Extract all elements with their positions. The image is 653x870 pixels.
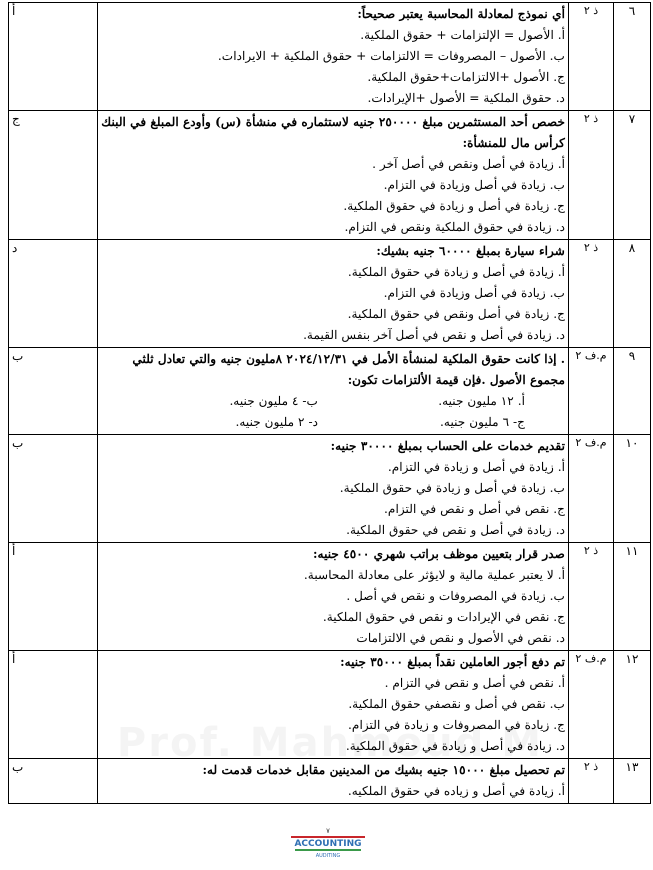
question-body — [98, 3, 569, 111]
question-level: م.ف ٢ — [569, 651, 614, 759]
question-level: ذ ٢ — [569, 759, 614, 804]
logo-mark: ٧ — [326, 827, 330, 835]
question-body — [98, 240, 569, 348]
answer-option: أ. لا يعتبر عملية مالية و لايؤثر على معادلة المحاسبة. — [303, 568, 565, 582]
answer-option: أ. الأصول = الإلتزامات + حقوق الملكية. — [360, 28, 565, 42]
correct-answer: ب — [9, 348, 98, 435]
question-row — [9, 543, 651, 651]
question-level: م.ف ٢ — [569, 435, 614, 543]
question-level: ذ ٢ — [569, 543, 614, 651]
question-level: ذ ٢ — [569, 3, 614, 111]
correct-answer: د — [9, 240, 98, 348]
question-body — [98, 543, 569, 651]
answer-option: د. حقوق الملكية = الأصول +الإيرادات. — [367, 91, 565, 105]
correct-answer: ب — [9, 435, 98, 543]
question-number: ٨ — [614, 240, 651, 348]
answer-option: ب. زيادة في أصل و زيادة في حقوق الملكية. — [339, 481, 565, 495]
answer-options-grid — [101, 391, 565, 433]
answer-option: ج. زيادة في أصل و زيادة في حقوق الملكية. — [343, 199, 565, 213]
correct-answer: ب — [9, 759, 98, 804]
answer-option: أ. زيادة في أصل و زيادة في التزام. — [387, 460, 565, 474]
answer-option: ب. زيادة في أصل وزيادة في التزام. — [383, 178, 565, 192]
answer-option: ب- ٤ مليون جنيه. — [229, 394, 318, 408]
answer-option: ج. الأصول +الالتزامات+حقوق الملكية. — [367, 70, 565, 84]
question-number: ١٠ — [614, 435, 651, 543]
answer-option: أ. زيادة في أصل و زيادة في حقوق الملكية. — [347, 265, 565, 279]
correct-answer: ج — [9, 111, 98, 240]
answer-option: د. نقص في الأصول و نقص في الالتزامات — [356, 631, 565, 645]
question-body — [98, 651, 569, 759]
answer-option: ج. زيادة في أصل ونقص في حقوق الملكية. — [347, 307, 565, 321]
answer-option: ب. زيادة في المصروفات و نقص في أصل . — [346, 589, 565, 603]
correct-answer: أ — [9, 543, 98, 651]
question-number: ١١ — [614, 543, 651, 651]
logo-subtext: AUDITING — [315, 853, 341, 859]
answer-option: د. زيادة في حقوق الملكية ونقص في التزام. — [344, 220, 565, 234]
question-number: ٩ — [614, 348, 651, 435]
question-body — [98, 111, 569, 240]
question-number: ١٣ — [614, 759, 651, 804]
answer-option: د. زيادة في أصل و نقص في أصل آخر بنفس القيمة. — [303, 328, 565, 342]
answer-option: ب. زيادة في أصل وزيادة في التزام. — [383, 286, 565, 300]
question-row — [9, 3, 651, 111]
answer-option: أ. نقص في أصل و نقص في التزام . — [384, 676, 565, 690]
question-row — [9, 435, 651, 543]
question-number: ٦ — [614, 3, 651, 111]
answer-option: أ. زيادة في أصل ونقص في أصل آخر . — [372, 157, 565, 171]
correct-answer: أ — [9, 3, 98, 111]
question-number: ١٢ — [614, 651, 651, 759]
accounting-logo — [287, 826, 369, 862]
question-text: خصص أحد المستثمرين مبلغ ٢٥٠٠٠٠ جنيه لاستثماره في منشأة (س) وأودع المبلغ في البنك كرأس مال للمنشأة: — [101, 115, 565, 150]
correct-answer: أ — [9, 651, 98, 759]
logo-bar-green — [295, 849, 361, 851]
question-body — [98, 759, 569, 804]
question-number: ٧ — [614, 111, 651, 240]
question-row — [9, 240, 651, 348]
answer-option: ج. زيادة في المصروفات و زيادة في التزام. — [348, 718, 565, 732]
question-text: تم تحصيل مبلغ ١٥٠٠٠ جنيه بشيك من المدينين مقابل خدمات قدمت له: — [202, 763, 565, 777]
answer-option: ج. نقص في الإيرادات و نقص في حقوق الملكية. — [322, 610, 565, 624]
question-text: صدر قرار بتعيين موظف براتب شهري ٤٥٠٠ جنيه: — [313, 547, 565, 561]
question-level: ذ ٢ — [569, 240, 614, 348]
answer-option: ب. الأصول – المصروفات = الالتزامات + حقوق الملكية + الايرادات. — [217, 49, 565, 63]
question-text: أي نموذج لمعادلة المحاسبة يعتبر صحيحاً: — [357, 7, 565, 21]
question-text: تم دفع أجور العاملين نقداً بمبلغ ٣٥٠٠٠ جنيه: — [340, 655, 565, 669]
logo-bar-red — [291, 836, 365, 838]
question-level: م.ف ٢ — [569, 348, 614, 435]
question-text: شراء سيارة بمبلغ ٦٠٠٠٠ جنيه بشيك: — [376, 244, 565, 258]
question-level: ذ ٢ — [569, 111, 614, 240]
answer-option: أ. ١٢ مليون جنيه. — [438, 394, 525, 408]
question-body — [98, 348, 569, 435]
answer-option: ج- ٦ مليون جنيه. — [440, 415, 525, 429]
answer-option: د- ٢ مليون جنيه. — [235, 415, 318, 429]
answer-option: ج. نقص في أصل و نقص في التزام. — [384, 502, 565, 516]
answer-option: ب. نقص في أصل و نقصفي حقوق الملكية. — [348, 697, 565, 711]
question-row — [9, 759, 651, 804]
question-text: . إذا كانت حقوق الملكية لمنشأة الأمل في ٢٠٢٤/١٢/٣١ ٨مليون جنيه والتي تعادل ثلثي مجموع الأصول .فإن قيمة الألتزامات تكون: — [132, 352, 565, 387]
question-row — [9, 348, 651, 435]
questions-table — [8, 2, 651, 804]
logo-text: ACCOUNTING — [294, 839, 362, 849]
question-body — [98, 435, 569, 543]
answer-option: أ. زيادة في أصل و زياده في حقوق الملكيه. — [347, 784, 565, 798]
question-row — [9, 651, 651, 759]
answer-option: د. زيادة في أصل و نقص في حقوق الملكية. — [346, 523, 565, 537]
question-row — [9, 111, 651, 240]
answer-option: د. زيادة في أصل و زيادة في حقوق الملكية. — [345, 739, 565, 753]
question-text: تقديم خدمات على الحساب بمبلغ ٣٠٠٠٠ جنيه: — [330, 439, 565, 453]
